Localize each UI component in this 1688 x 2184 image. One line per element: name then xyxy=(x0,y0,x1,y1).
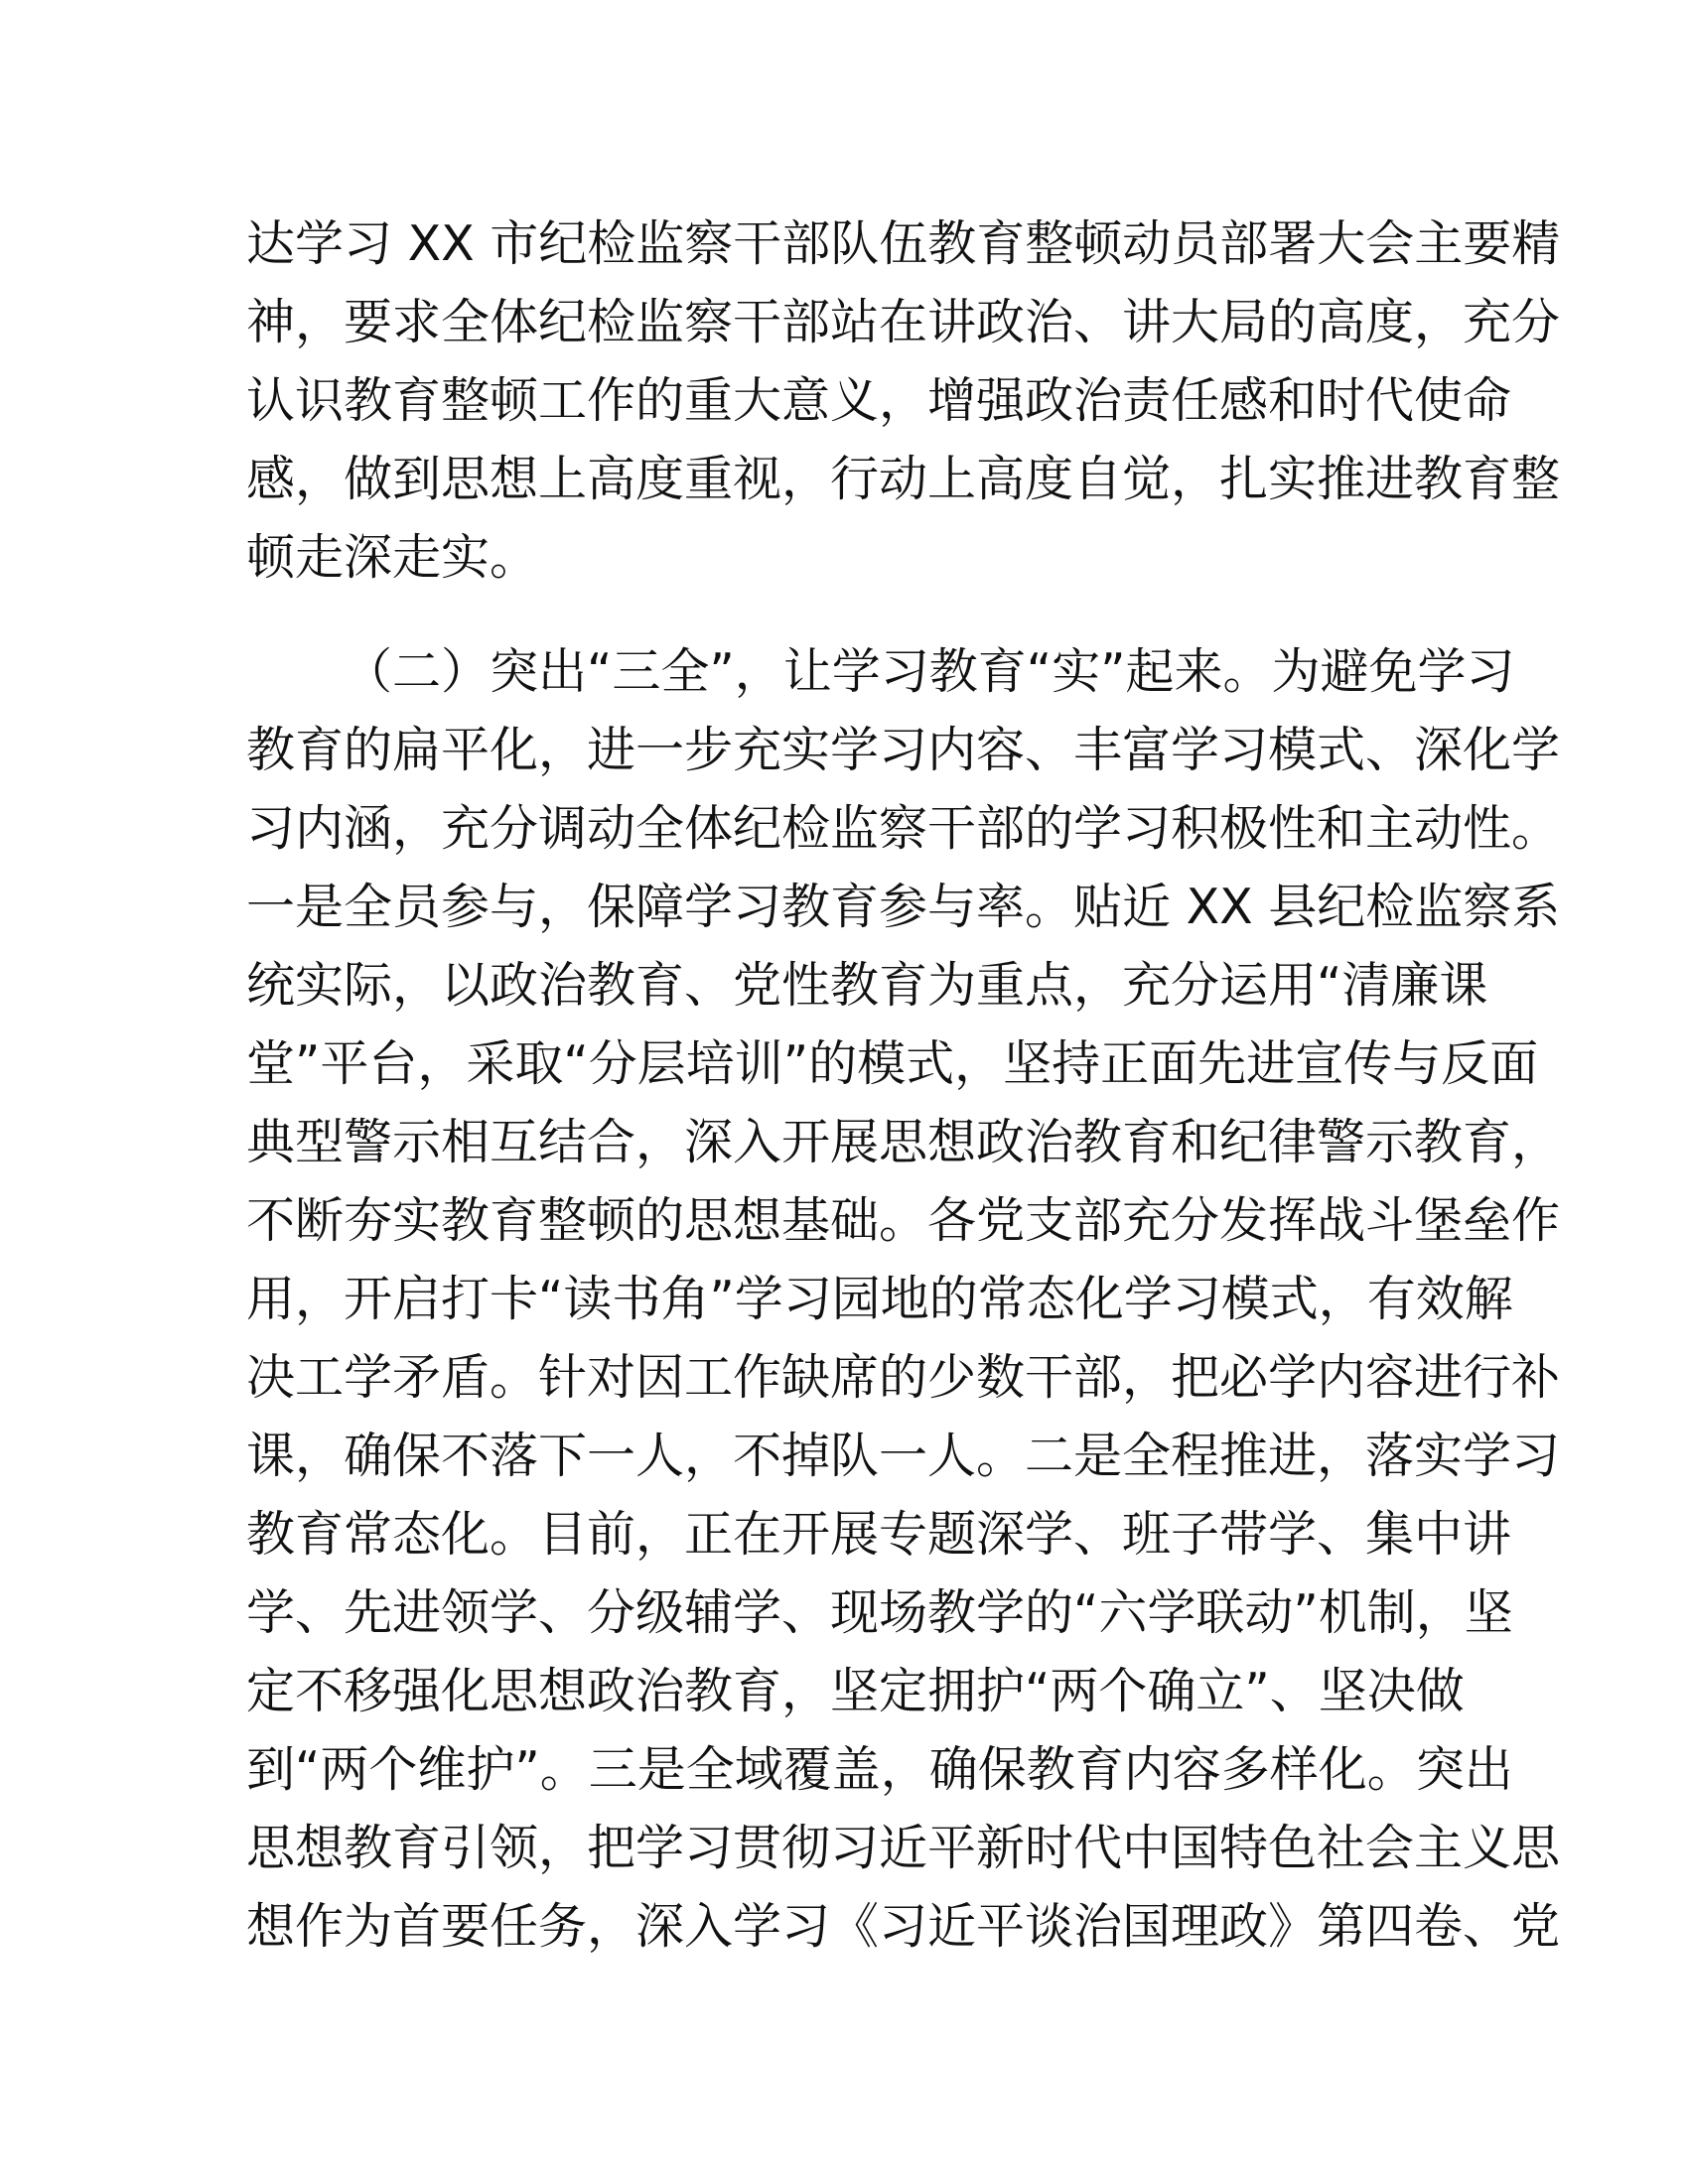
text-line: 典型警示相互结合，深入开展思想政治教育和纪律警示教育， xyxy=(246,1114,1561,1170)
text-line: 统实际，以政治教育、党性教育为重点，充分运用“清廉课 xyxy=(246,957,1488,1014)
text-line: 顿走深走实。 xyxy=(246,529,539,586)
text-line: 感，做到思想上高度重视，行动上高度自觉，扎实推进教育整 xyxy=(246,451,1561,507)
text-line: 想作为首要任务，深入学习《习近平谈治国理政》第四卷、党 xyxy=(246,1898,1561,1955)
text-line: 决工学矛盾。针对因工作缺席的少数干部，把必学内容进行补 xyxy=(246,1349,1561,1406)
text-line: 习内涵，充分调动全体纪检监察干部的学习积极性和主动性。 xyxy=(246,800,1561,857)
paragraph-spacer xyxy=(246,597,1438,632)
text-line: 课，确保不落下一人，不掉队一人。二是全程推进，落实学习 xyxy=(246,1428,1561,1484)
text-line: 教育的扁平化，进一步充实学习内容、丰富学习模式、深化学 xyxy=(246,722,1561,778)
text-line: 到“两个维护”。三是全域覆盖，确保教育内容多样化。突出 xyxy=(246,1741,1513,1798)
text-line: 定不移强化思想政治教育，坚定拥护“两个确立”、坚决做 xyxy=(246,1663,1465,1719)
text-line: 思想教育引领，把学习贯彻习近平新时代中国特色社会主义思 xyxy=(246,1820,1561,1876)
text-line: 不断夯实教育整顿的思想基础。各党支部充分发挥战斗堡垒作 xyxy=(246,1192,1561,1249)
text-line: 神，要求全体纪检监察干部站在讲政治、讲大局的高度，充分 xyxy=(246,294,1561,350)
text-line: 堂”平台，采取“分层培训”的模式，坚持正面先进宣传与反面 xyxy=(246,1035,1539,1092)
text-line: 用，开启打卡“读书角”学习园地的常态化学习模式，有效解 xyxy=(246,1271,1513,1327)
text-line: 达学习 XX 市纪检监察干部队伍教育整顿动员部署大会主要精 xyxy=(246,215,1561,272)
paragraph-2 xyxy=(246,632,1561,1966)
text-line: （二）突出“三全”，让学习教育“实”起来。为避免学习 xyxy=(344,643,1515,700)
text-line: 一是全员参与，保障学习教育参与率。贴近 XX 县纪检监察系 xyxy=(246,879,1561,935)
text-line: 认识教育整顿工作的重大意义，增强政治责任感和时代使命 xyxy=(246,372,1512,429)
paragraph-1 xyxy=(246,205,1561,597)
text-line: 学、先进领学、分级辅学、现场教学的“六学联动”机制，坚 xyxy=(246,1584,1513,1641)
document-body xyxy=(246,205,1561,1966)
text-line: 教育常态化。目前，正在开展专题深学、班子带学、集中讲 xyxy=(246,1506,1512,1563)
